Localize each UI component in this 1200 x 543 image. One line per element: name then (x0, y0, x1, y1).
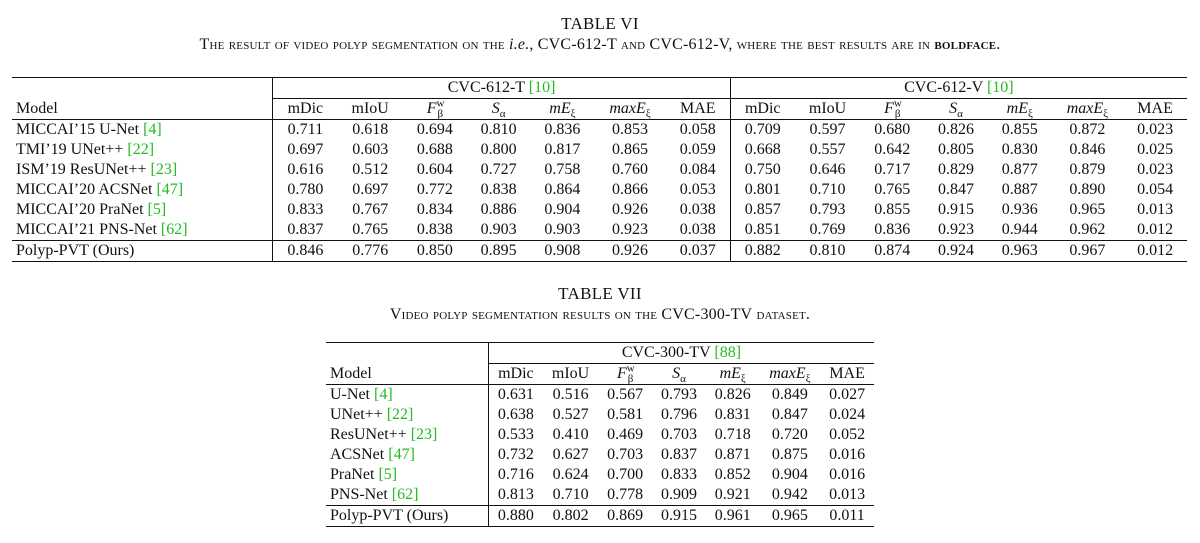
table-row (12, 140, 1187, 160)
citation-link[interactable]: [23] (150, 161, 178, 178)
metric-value: 0.915 (938, 201, 975, 218)
metric-value: 0.700 (607, 466, 644, 483)
metric-value: 0.710 (552, 486, 589, 503)
metric-value: 0.597 (809, 121, 846, 138)
model-name (326, 425, 488, 445)
metric-value: 0.849 (771, 386, 808, 403)
caption-dataset-name: CVC-300-TV (661, 306, 753, 323)
model-name (326, 405, 488, 425)
metric-value: 0.963 (1001, 242, 1038, 259)
metric-value: 0.846 (287, 242, 324, 259)
metric-value: 0.642 (874, 141, 911, 158)
metric-value: 0.624 (552, 466, 589, 483)
group-header-cvc-612-v (730, 78, 1187, 99)
metric-label: mIoU (808, 100, 847, 117)
metric-header-max-e-xi (594, 99, 666, 120)
metric-value: 0.512 (352, 161, 389, 178)
metric-value: 0.027 (829, 386, 866, 403)
metric-value: 0.833 (660, 466, 697, 483)
metric-value: 0.923 (612, 221, 649, 238)
metric-value: 0.703 (660, 426, 697, 443)
metric-label: F (426, 100, 437, 117)
metric-value: 0.058 (666, 120, 730, 141)
model-label: U-Net (330, 386, 374, 403)
metric-value: 0.869 (607, 507, 644, 524)
metric-value: 0.813 (497, 486, 534, 503)
model-label: MICCAI’15 U-Net (16, 121, 144, 138)
metric-value: 0.084 (666, 160, 730, 180)
metric-value: 0.023 (1137, 121, 1174, 138)
metric-header-f-beta-w (598, 364, 652, 385)
metric-value: 0.965 (1069, 201, 1106, 218)
metric-label: MAE (1137, 100, 1173, 117)
table-vii-label: TABLE VII (558, 284, 642, 303)
metric-value: 0.016 (829, 446, 866, 463)
metric-value: 0.720 (771, 426, 808, 443)
table-row (12, 180, 1187, 200)
metric-value: 0.581 (607, 406, 644, 423)
metric-header-s-alpha (467, 99, 531, 120)
model-label: ISM’19 ResUNet++ (16, 161, 151, 178)
metric-value: 0.895 (480, 242, 517, 259)
metric-value: 0.011 (829, 507, 865, 524)
metric-value: 0.013 (829, 486, 866, 503)
metric-value: 0.836 (874, 221, 911, 238)
metric-subscript: $^w_\beta$ (626, 362, 635, 386)
metric-header-s-alpha (652, 364, 706, 385)
group-name: CVC-612-T (447, 79, 529, 96)
metric-subscript: $^w_\beta$ (893, 97, 902, 121)
metric-value: 0.866 (612, 181, 649, 198)
metric-value: 0.838 (416, 221, 453, 238)
model-name (12, 200, 273, 220)
metric-value: 0.038 (666, 220, 730, 241)
metric-header-max-e-xi (1052, 99, 1124, 120)
metric-value: 0.716 (497, 466, 534, 483)
metric-value: 0.750 (744, 161, 781, 178)
metric-value: 0.847 (771, 406, 808, 423)
metric-value: 0.801 (744, 181, 781, 198)
metric-value: 0.711 (287, 121, 324, 138)
group-name: CVC-612-V (904, 79, 987, 96)
model-name (326, 465, 488, 485)
metric-label: mDic (744, 100, 781, 117)
table-row (12, 120, 1187, 141)
metric-subscript: α (499, 108, 506, 121)
metric-value: 0.469 (607, 426, 644, 443)
metric-value: 0.765 (874, 181, 911, 198)
group-header-cvc-612-t (273, 78, 730, 99)
caption-text: , CVC-612-T and CVC-612-V, where the best results are in (529, 36, 935, 53)
metric-label: mE (549, 100, 571, 117)
metric-value: 0.817 (544, 141, 581, 158)
table-row (326, 425, 874, 445)
table-row (326, 465, 874, 485)
metric-header-mae (666, 99, 730, 120)
metric-value: 0.802 (552, 507, 589, 524)
metric-value: 0.961 (714, 507, 751, 524)
metric-value: 0.780 (287, 181, 324, 198)
metric-value: 0.023 (1137, 161, 1174, 178)
metric-value: 0.012 (1137, 221, 1174, 238)
metric-value: 0.850 (416, 242, 453, 259)
metric-value: 0.872 (1069, 121, 1106, 138)
metric-label: mDic (498, 365, 534, 382)
metric-value: 0.732 (497, 446, 534, 463)
citation-link[interactable]: [22] (127, 141, 155, 158)
citation-link[interactable]: [10] (528, 79, 556, 96)
metric-label: F (617, 365, 627, 382)
metric-value: 0.851 (744, 221, 781, 238)
metric-value: 0.769 (809, 221, 846, 238)
metric-value: 0.767 (352, 201, 389, 218)
metric-value: 0.765 (352, 221, 389, 238)
metric-label: mIoU (551, 365, 590, 382)
header-blank (12, 78, 273, 99)
metric-subscript: ξ (740, 373, 746, 386)
group-header-cvc-300-tv (488, 343, 874, 364)
metric-value: 0.793 (660, 386, 697, 403)
metric-value: 0.618 (352, 121, 389, 138)
metric-value: 0.567 (607, 386, 644, 403)
model-label: PNS-Net (330, 486, 392, 503)
caption-text: Video polyp segmentation results on the (389, 306, 662, 323)
metric-value: 0.710 (809, 181, 846, 198)
metric-value: 0.831 (714, 406, 751, 423)
metric-label: mE (1006, 100, 1028, 117)
metric-value: 0.887 (1001, 181, 1038, 198)
metric-header-mae (820, 364, 874, 385)
table-vii-caption (0, 304, 1200, 326)
table-row (326, 485, 874, 506)
metric-value: 0.694 (416, 121, 453, 138)
metric-value: 0.038 (666, 200, 730, 220)
metric-value: 0.852 (714, 466, 751, 483)
model-name (12, 220, 273, 241)
metric-value: 0.908 (544, 242, 581, 259)
group-name: CVC-300-TV (621, 344, 715, 361)
metric-value: 0.904 (771, 466, 808, 483)
metric-header-mdic (273, 99, 337, 120)
metric-value: 0.709 (744, 121, 781, 138)
model-label: MICCAI’20 PraNet (16, 201, 148, 218)
metric-subscript: ξ (1103, 108, 1109, 121)
metric-value: 0.800 (480, 141, 517, 158)
metric-value: 0.697 (352, 181, 389, 198)
metric-label: S (491, 100, 500, 117)
metric-value: 0.668 (744, 141, 781, 158)
metric-value: 0.871 (714, 446, 751, 463)
metric-value: 0.890 (1069, 181, 1106, 198)
metric-value: 0.603 (352, 141, 389, 158)
metric-value: 0.875 (771, 446, 808, 463)
caption-text: dataset. (752, 306, 811, 323)
metric-value: 0.838 (480, 181, 517, 198)
metric-value: 0.877 (1001, 161, 1038, 178)
citation-link[interactable]: [22] (386, 406, 414, 423)
metric-value: 0.855 (874, 201, 911, 218)
metric-value: 0.053 (666, 180, 730, 200)
metric-subscript: α (957, 108, 963, 121)
metric-value: 0.052 (829, 426, 866, 443)
metric-value: 0.833 (287, 201, 324, 218)
metric-value: 0.025 (1137, 141, 1174, 158)
metric-subscript: ξ (1027, 108, 1033, 121)
model-column-header: Model (326, 364, 488, 385)
metric-value: 0.012 (1137, 242, 1174, 259)
metric-value: 0.016 (829, 466, 866, 483)
metric-value: 0.857 (744, 201, 781, 218)
metric-value: 0.853 (612, 121, 649, 138)
metric-header-s-alpha (924, 99, 988, 120)
model-name (326, 506, 488, 527)
header-blank (326, 343, 488, 364)
metric-value: 0.855 (1001, 121, 1038, 138)
citation-link[interactable]: [62] (160, 221, 188, 238)
metric-value: 0.758 (544, 161, 581, 178)
metric-header-mean-e-xi (988, 99, 1052, 120)
metric-value: 0.830 (1001, 141, 1038, 158)
metric-value: 0.826 (714, 386, 751, 403)
metric-value: 0.638 (497, 406, 534, 423)
metric-value: 0.024 (829, 406, 866, 423)
metric-value: 0.516 (552, 386, 589, 403)
metric-header-mae (1123, 99, 1187, 120)
metric-label: maxE (769, 365, 806, 382)
metric-value: 0.923 (938, 221, 975, 238)
metric-value: 0.836 (544, 121, 581, 138)
model-name (12, 160, 273, 180)
metric-value: 0.864 (544, 181, 581, 198)
metric-header-miou (337, 99, 403, 120)
metric-value: 0.829 (938, 161, 975, 178)
metric-value: 0.926 (612, 242, 649, 259)
metric-value: 0.616 (287, 161, 324, 178)
table-vi-grid (12, 77, 1187, 262)
metric-value: 0.826 (938, 121, 975, 138)
citation-link[interactable]: [5] (378, 466, 398, 483)
metric-label: mE (719, 365, 741, 382)
metric-header-mdic (488, 364, 542, 385)
metric-value: 0.921 (714, 486, 751, 503)
metric-value: 0.646 (809, 161, 846, 178)
table-row (326, 405, 874, 425)
citation-link[interactable]: [5] (147, 201, 167, 218)
metric-label: mDic (287, 100, 324, 117)
table-row (326, 385, 874, 406)
metric-value: 0.627 (552, 446, 589, 463)
metric-value: 0.760 (612, 161, 649, 178)
table-vi-caption (0, 34, 1200, 56)
metric-subscript: ξ (805, 373, 811, 386)
metric-value: 0.776 (352, 242, 389, 259)
caption-text: The result of video polyp segmentation on the (199, 36, 510, 53)
table-row (12, 160, 1187, 180)
metric-value: 0.718 (714, 426, 751, 443)
model-label: MICCAI’20 ACSNet (16, 181, 157, 198)
caption-text: . (996, 36, 1001, 53)
citation-link[interactable]: [4] (143, 121, 162, 138)
metric-label: S (672, 365, 681, 382)
model-name (326, 445, 488, 465)
metric-value: 0.924 (938, 242, 975, 259)
metric-value: 0.886 (480, 201, 517, 218)
metric-value: 0.810 (480, 121, 517, 138)
metric-value: 0.915 (660, 507, 697, 524)
metric-value: 0.013 (1137, 201, 1174, 218)
metric-header-f-beta-w (860, 99, 924, 120)
metric-value: 0.865 (612, 141, 649, 158)
model-label: TMI’19 UNet++ (16, 141, 128, 158)
metric-value: 0.837 (287, 221, 324, 238)
metric-value: 0.717 (874, 161, 911, 178)
table-vii-grid (326, 342, 874, 527)
metric-value: 0.834 (416, 201, 453, 218)
metric-value: 0.805 (938, 141, 975, 158)
table-vi-label: TABLE VI (561, 14, 639, 33)
metric-header-f-beta-w (403, 99, 467, 120)
metric-value: 0.942 (771, 486, 808, 503)
metric-value: 0.059 (666, 140, 730, 160)
model-name (12, 140, 273, 160)
metric-label: mIoU (351, 100, 389, 117)
citation-link[interactable]: [4] (373, 386, 393, 403)
metric-value: 0.527 (552, 406, 589, 423)
metric-value: 0.944 (1001, 221, 1038, 238)
citation-link[interactable]: [47] (388, 446, 415, 463)
metric-value: 0.772 (416, 181, 453, 198)
citation-link[interactable]: [10] (986, 79, 1014, 96)
metric-label: maxE (609, 100, 646, 117)
model-label: Polyp-PVT (Ours) (16, 242, 135, 259)
metric-subscript: $^w_\beta$ (436, 97, 445, 121)
metric-label: MAE (679, 100, 716, 117)
metric-value: 0.936 (1001, 201, 1038, 218)
metric-value: 0.965 (771, 507, 808, 524)
metric-value: 0.037 (666, 241, 730, 262)
citation-link[interactable]: [47] (156, 181, 184, 198)
table-row (12, 200, 1187, 220)
metric-value: 0.882 (744, 242, 781, 259)
metric-value: 0.557 (809, 141, 846, 158)
metric-value: 0.903 (544, 221, 581, 238)
metric-label: maxE (1066, 100, 1104, 117)
metric-label: F (884, 100, 894, 117)
table-row (12, 220, 1187, 241)
model-label: ResUNet++ (330, 426, 411, 443)
metric-header-mean-e-xi (531, 99, 595, 120)
citation-link[interactable]: [88] (714, 344, 742, 361)
table-vii (0, 284, 1200, 524)
model-label: MICCAI’21 PNS-Net (16, 221, 161, 238)
metric-value: 0.874 (874, 242, 911, 259)
metric-subscript: ξ (570, 108, 576, 121)
model-name (326, 385, 488, 406)
citation-link[interactable]: [23] (410, 426, 438, 443)
metric-value: 0.837 (660, 446, 697, 463)
table-vi (0, 14, 1200, 259)
metric-value: 0.054 (1137, 181, 1174, 198)
table-row-ours (326, 506, 874, 527)
model-name (12, 180, 273, 200)
metric-value: 0.846 (1069, 141, 1106, 158)
metric-value: 0.962 (1069, 221, 1106, 238)
model-label: PraNet (330, 466, 379, 483)
citation-link[interactable]: [62] (391, 486, 419, 503)
metric-subscript: ξ (645, 108, 651, 121)
table-row (326, 445, 874, 465)
model-name (326, 485, 488, 506)
metric-label: S (949, 100, 958, 117)
metric-value: 0.727 (480, 161, 517, 178)
model-label: UNet++ (330, 406, 387, 423)
metric-header-miou (543, 364, 598, 385)
model-column-header: Model (12, 99, 273, 120)
table-row-ours (12, 241, 1187, 262)
caption-boldface: boldface (934, 36, 997, 53)
metric-header-mdic (730, 99, 794, 120)
metric-value: 0.793 (809, 201, 846, 218)
model-name (12, 120, 273, 141)
metric-value: 0.631 (497, 386, 534, 403)
metric-value: 0.703 (607, 446, 644, 463)
metric-value: 0.688 (416, 141, 453, 158)
metric-header-max-e-xi (760, 364, 821, 385)
metric-value: 0.880 (497, 507, 534, 524)
model-label: Polyp-PVT (Ours) (330, 507, 449, 524)
metric-label: MAE (829, 365, 865, 382)
model-name (12, 241, 273, 262)
metric-value: 0.879 (1069, 161, 1106, 178)
metric-value: 0.533 (497, 426, 534, 443)
metric-value: 0.680 (874, 121, 911, 138)
metric-header-miou (795, 99, 861, 120)
metric-value: 0.909 (660, 486, 697, 503)
metric-header-mean-e-xi (706, 364, 760, 385)
metric-value: 0.697 (287, 141, 324, 158)
metric-value: 0.926 (612, 201, 649, 218)
metric-value: 0.904 (544, 201, 581, 218)
metric-value: 0.778 (607, 486, 644, 503)
metric-value: 0.903 (480, 221, 517, 238)
metric-value: 0.810 (809, 242, 846, 259)
metric-value: 0.604 (416, 161, 453, 178)
metric-value: 0.796 (660, 406, 697, 423)
metric-value: 0.410 (552, 426, 589, 443)
caption-ie: i.e. (509, 36, 530, 53)
metric-subscript: α (680, 373, 686, 386)
metric-value: 0.847 (938, 181, 975, 198)
model-label: ACSNet (330, 446, 389, 463)
metric-value: 0.967 (1069, 242, 1106, 259)
